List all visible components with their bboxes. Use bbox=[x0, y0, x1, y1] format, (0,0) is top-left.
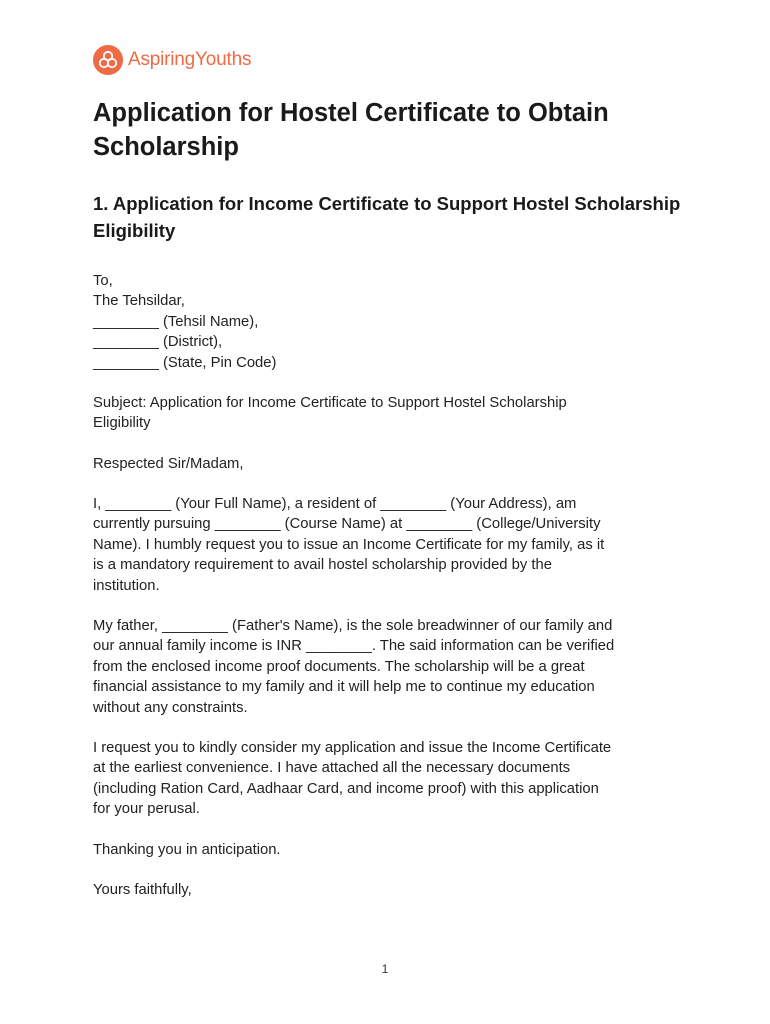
aspiringyouths-logo-icon bbox=[93, 45, 123, 75]
paragraph-line: for your perusal. bbox=[93, 801, 200, 818]
paragraph-line: without any constraints. bbox=[93, 699, 248, 716]
brand-name: AspiringYouths bbox=[128, 49, 252, 70]
thanks-line: Thanking you in anticipation. bbox=[93, 842, 281, 858]
brand-logo bbox=[93, 45, 251, 75]
subject-text: Eligibility bbox=[93, 415, 151, 432]
paragraph-line: is a mandatory requirement to avail hostel scholarship provided by the bbox=[93, 557, 552, 574]
paragraph-documents bbox=[93, 738, 678, 820]
paragraph-line: currently pursuing ________ (Course Name) at ________ (College/University bbox=[93, 516, 601, 533]
paragraph-line: institution. bbox=[93, 577, 160, 594]
paragraph-line: I, ________ (Your Full Name), a resident of ________ (Your Address), am bbox=[93, 496, 577, 512]
paragraph-line: our annual family income is INR ________. The said information can be verified bbox=[93, 638, 615, 655]
address-line: The Tehsildar, bbox=[93, 293, 185, 310]
paragraph-line: Name). I humbly request you to issue an Income Certificate for my family, as it bbox=[93, 536, 605, 553]
address-line: ________ (State, Pin Code) bbox=[93, 354, 277, 371]
paragraph-request bbox=[93, 494, 678, 596]
page-number: 1 bbox=[381, 962, 389, 976]
subject-text: Subject: Application for Income Certificate to Support Hostel Scholarship bbox=[93, 395, 567, 411]
address-line: To, bbox=[93, 273, 113, 289]
closing-line: Yours faithfully, bbox=[93, 882, 192, 898]
paragraph-line: (including Ration Card, Aadhaar Card, and income proof) with this application bbox=[93, 780, 599, 797]
subject-line bbox=[93, 393, 678, 434]
salutation: Respected Sir/Madam, bbox=[93, 456, 244, 472]
paragraph-income bbox=[93, 616, 678, 718]
recipient-address bbox=[93, 271, 678, 373]
section-heading: 1. Application for Income Certificate to Support Hostel Scholarship Eligibility bbox=[93, 193, 681, 241]
paragraph-line: financial assistance to my family and it will help me to continue my education bbox=[93, 679, 595, 696]
paragraph-line: at the earliest convenience. I have attached all the necessary documents bbox=[93, 760, 571, 777]
address-line: ________ (Tehsil Name), bbox=[93, 313, 259, 330]
paragraph-line: My father, ________ (Father's Name), is the sole breadwinner of our family and bbox=[93, 618, 613, 634]
document-title: Application for Hostel Certificate to Obtain Scholarship bbox=[93, 99, 609, 161]
paragraph-line: I request you to kindly consider my application and issue the Income Certificate bbox=[93, 740, 612, 756]
paragraph-line: from the enclosed income proof documents. The scholarship will be a great bbox=[93, 658, 585, 675]
address-line: ________ (District), bbox=[93, 334, 223, 351]
